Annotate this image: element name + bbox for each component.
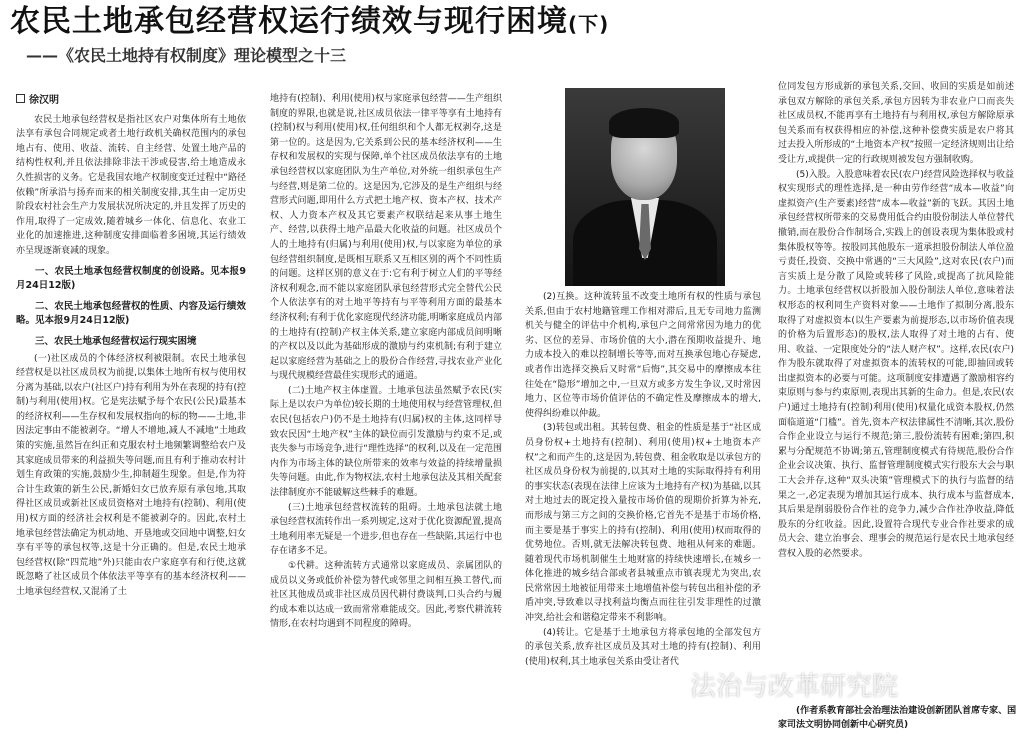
- paragraph: (5)入股。入股意味着农民(农户)经营风险选择权与收益权实现形式的理性选择,是一种由劳作经营“成本—收益”向虚拟资产(生产要素)经营“成本—收益”新的飞跃。其因土地承包经营权所带来的交易费用低合约由股份制法人单位替代撤销,而在股份合作制场合,实践上的创设表现为集体股或村集体股权等等。按股同其他股东一道承担股份制法人单位盈亏责任,投资、交换中常遇的“三大风险”,这对农民(农户)而言实质上是分散了风险或转移了风险,或提高了抗风险能力。土地承包经营权以折股加入股份制法人单位,意味着法权形态的权利同生产资料对象——土地作了拟制分离,股东取得了对虚拟资本(以生产要素为前提形态,以市场价值表现的价格为后置形态)的股权,法人取得了对土地的占有、使用、收益、一定限度处分的“法人财产权”。这样,农民(农户)作为股东就取得了对虚拟资本的流转权的可能,即抽回或转出虚拟资本的必要与可能。这项制度安排遭遇了激励相容约束原则与参与约束原则,表现出其新的生命力。但是,农民(农户)通过土地持有(控制)利用(使用)权量化成资本股权,仍然面临道道“门槛”。首先,资本产权法律属性不清晰,其次,股份合作企业设立与运行不规范;第三,股份流转有困难;第四,积累与分配规范不协调;第五,管理制度模式有待规范,股份合作企业会议决策、执行、监督管理制度模式实行股东大会与职工大会并存,这种“双头决策”管理模式下的执行与监督的结果之一,必定表现为增加其运行成本、执行成本与监督成本,其后果是削弱股份合作社的竞争力,减少合作社净收益,降低股东的分红收益。因此,设置符合现代专业合作社要求的成员大会、建立治事会、理事会的规范运行是农民土地承包经营权入股的必然要求。: [778, 169, 1014, 559]
- paragraph: ①代耕。这种流转方式通常以家庭成员、亲属团队的成员以义务或低价补偿为替代或邻里之间相互换工替代,而社区其他成员或非社区成员因代耕付费谈判,口头合约与履约成本难以达成一致而常常难能成交。因此,考察代耕流转情形,在农村均遇到不同程度的障碍。: [270, 561, 502, 630]
- headline-suffix: (下): [568, 12, 610, 36]
- paragraph: 位同发包方形成新的承包关系,交回、收回的实质是如前述承包双方解除的承包关系,承包方因转为非农业户口而丧失社区成员权,不能再享有土地持有与利用权,承包方解除原承包关系而有权获得相应的补偿,这种补偿费实质是农户将其过去投入所形成的“土地资本产权”按照一定经济规则出让给受让方,或提供一定的行政规则被发包方强制收购。: [778, 82, 1014, 165]
- section-heading: 三、农民土地承包经营权运行现实困境: [35, 335, 197, 347]
- paragraph: (4)转让。它是基于土地承包方将承包地的全部发包方的承包关系,放弃社区成员及其对土地的持有(控制)、利用(使用)权利,其土地承包关系由受让者代: [525, 627, 761, 667]
- square-bullet-icon: [16, 94, 25, 103]
- article-column-1: [16, 94, 246, 600]
- subheadline: ——《农民土地持有权制度》理论模型之十三: [26, 46, 347, 65]
- author-portrait-photo: [565, 88, 725, 286]
- paragraph: 农民土地承包经营权是指社区农户对集体所有土地依法享有承包合同规定或者土地行政机关确权范围内的承包地占有、使用、收益、流转、自主经营、处置土地产品的结构性权利,并且依法排除非法干涉或侵害,给土地造成永久性损害的义务。它是我国农地产权制度变迁过程中“路径依赖”所承沿与扬弃而来的相关制度安排,其生由一定历史阶段农村社会生产力发展状况所决定的,并且发挥了历史的作用,取得了一定成效,随着城乡一体化、信息化、农业工业化的加速推进,这种制度安排面临着多困境,其运行绩效亦呈现逐渐衰减的现象。: [16, 114, 246, 256]
- section-heading: 二、农民土地承包经营权的性质、内容及运行绩效略。见本报9月24日12版): [16, 300, 246, 327]
- headline-main: 农民土地承包经营权运行绩效与现行困境: [10, 4, 568, 39]
- article-column-2: [270, 92, 502, 632]
- paragraph: 地持有(控制)、利用(使用)权与家庭承包经营——生产组织制度的界限,也就是说,社区成员依法一律平等享有土地持有(控制)权与利用(使用)权,任何组织和个人都无权剥夺,这是第一位的。这是因为,它关系到公民的基本经济权利——生存权和发展权的实现与保障,单个社区成员依法享有的土地承包经营权以家庭团队为生产单位,对外统一组织承包生产与经营,则是第二位的。这是因为,它涉及的是生产组织与经营形式问题,即用什么方式把土地产权、资本产权、技术产权、人力资本产权及其它要素产权联结起来从事土地生产、经营,以获得土地产品最大化收益的问题。社区成员个人的土地持有(归属)与利用(使用)权,与以家庭为单位的承包经营组织制度,是既相互联系又互相区别的两个不同性质的问题。这样区别的意义在于:它有利于树立人们的平等经济权利观念,而不能以家庭团队承包经营形式完全替代公民个人依法享有的对土地平等持有与平等利用方面的最基本经济权利;有利于优化家庭现代经济功能,明晰家庭成员内部的土地持有(控制)产权主体关系,建立家庭内部成员间明晰的产权以及以此为基础形成的激励与约束机制;有利于建立起以家庭经营为基础之上的股份合作经营,寻找农业产业化与现代规模经营最佳实现形式的通道。: [270, 94, 502, 382]
- paragraph: (三)土地承包经营权流转的阻碍。土地承包法就土地承包经营权流转作出一系列规定,这对于优化资源配置,提高土地利用率无疑是一个进步,但也存在一些缺陷,其运行中也存在诸多不足。: [270, 502, 502, 557]
- headline: [10, 2, 609, 44]
- article-column-3: [525, 290, 761, 669]
- paragraph: (二)土地产权主体虚置。土地承包法虽然赋予农民(实际上是以农户为单位)较长期的土地使用权与经营管理权,但农民(包括农户)仍不是土地持有(归属)权的主体,这同样导致农民因“土地产权”主体的缺位而引发激励与约束不足,或丧失参与市场竞争,进行“理性选择”的权利,以及在一定范围内作为市场主体的缺位所带来的效率与效益的持续增量损失等问题。由此,作为物权法,农村土地承包法及其相关配套法律制度亦不能破解这些棘手的难题。: [270, 385, 502, 499]
- paragraph: (一)社区成员的个体经济权利被限制。农民土地承包经营权是以社区成员权为前提,以集体土地所有权与使用权分离为基础,以农户(社区户)持有利用为外在表现的持有(控制)与利用(使用)权。它是宪法赋予每个农民(公民)最基本的经济权利——生存权和发展权指向的标的物——土地,非因法定事由不能被剥夺。“增人不增地,减人不减地”土地政策的实施,虽然旨在纠正和克服农村土地频繁调整给农户及其家庭成员带来的利益损失等问题,而且有利于推动农村计划生育政策的实施,鼓励少生,抑制超生现象。但是,作为符合计生政策的新生公民,新婚妇女已放弃原有承包地,其取得社区成员或新社区成员资格对土地持有(控制)、利用(使用)权方面的经济社会权利是不能被剥夺的。因此,农村土地承包经营法确定为机动地、开垦地或交回地中调整,妇女享有平等的承包权等,这是十分正确的。但是,农民土地承包经营权(除“四荒地”外)只能由农户家庭享有和行使,这就既忽略了社区成员个体依法平等享有的基本经济权利——土地承包经营权,又混淆了土: [16, 353, 246, 597]
- author-credit: (作者系教育部社会治理法治建设创新团队首席专家、国家司法文明协同创新中心研究员): [778, 706, 1017, 730]
- paragraph: (3)转包或出租。其转包费、租金的性质是基于“社区成员身份权+土地持有(控制)、利用(使用)权+土地资本产权”之和而产生的,这是因为,转包费、租金收取是以承包方的社区成员身份权为前提的,以其对土地的实际取得持有利用的事实状态(表现在法律上应该为土地持有产权)为基础,以其对土地过去的既定投入量按市场价值的现期价折算为补充,而形成与第三方之间的交换价格,它首先不是基于市场价格,而主要是基于事实上的持有(控制)、利用(使用)权而取得的优势地位。否则,就无法解决转包费、地租从何来的难题。随着现代市场机制催生土地财富的持续快速增长,在城乡一体化推进的城乡结合部或者县城重点市镇表现尤为突出,农民常常因土地被征用带来土地增值补偿与转包出租补偿的矛盾冲突,导致难以寻找利益均衡点而往往引发非理性的过激冲突,给社会和谐稳定带来不利影响。: [525, 423, 761, 624]
- watermark: 法治与改革研究院: [690, 672, 899, 702]
- article-column-4: [778, 80, 1014, 562]
- paragraph: (2)互换。这种流转虽不改变土地所有权的性质与承包关系,但由于农村地籍管理工作相对滞后,且无专司地力监测机关与健全的评估中介机构,承包户之间常常因为地力的优劣、区位的差异、市场价值的大小,潜在预期收益提升、地力成本投入的难以控制增长等等,而对互换承包地心存疑虑,或者作出选择交换后又时常“后悔”,其交易中的摩擦成本往往处在“隐形”增加之中,一旦双方或多方发生争议,又时常因地力、区位等市场价值评估的不确定性及摩擦成本的增大,使得纠纷难以仲裁。: [525, 292, 761, 419]
- byline: [16, 94, 246, 109]
- section-heading: 一、农民土地承包经营权制度的创设路。见本报9月24日12版): [16, 265, 246, 292]
- author-name: 徐汉明: [29, 95, 59, 106]
- photo-hair: [609, 108, 679, 138]
